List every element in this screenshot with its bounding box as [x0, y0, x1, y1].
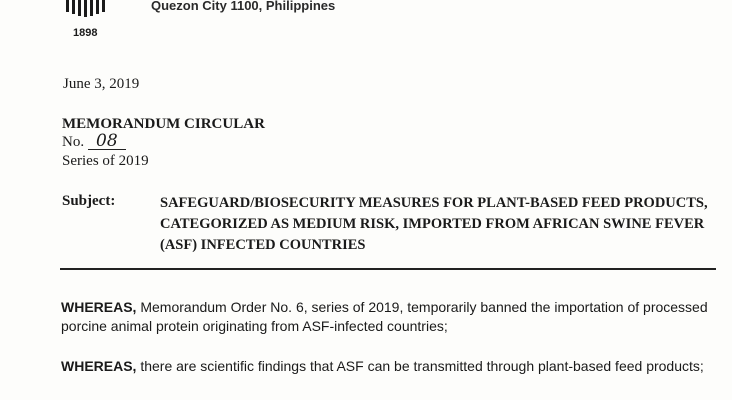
divider-rule	[60, 268, 716, 270]
paragraph-lead: WHEREAS,	[61, 358, 137, 374]
whereas-paragraph-1	[61, 298, 721, 336]
seal-emblem-icon	[62, 0, 108, 22]
subject-text: SAFEGUARD/BIOSECURITY MEASURES FOR PLANT-BASED FEED PRODUCTS, CATEGORIZED AS MEDIUM RISK, IMPORTED FROM AFRICAN SWINE FEVER (ASF) INFECTED COUNTRIES	[160, 195, 708, 253]
number-label: No.	[62, 134, 85, 150]
memo-date: June 3, 2019	[63, 76, 140, 92]
whereas-paragraph-2	[61, 357, 721, 376]
subject-label: Subject:	[62, 193, 116, 209]
circular-title: MEMORANDUM CIRCULAR	[62, 116, 265, 132]
letterhead-year: 1898	[73, 27, 98, 39]
paragraph-text: there are scientific findings that ASF can be transmitted through plant-based feed products;	[136, 358, 704, 374]
paragraph-text: Memorandum Order No. 6, series of 2019, temporarily banned the importation of processed porcine animal protein originating from ASF-infected countries;	[61, 299, 708, 334]
letterhead-address: Quezon City 1100, Philippines	[151, 0, 336, 13]
paragraph-lead: WHEREAS,	[61, 299, 137, 315]
circular-series: Series of 2019	[62, 153, 149, 169]
number-value: 08	[88, 134, 126, 150]
circular-number	[62, 131, 126, 151]
